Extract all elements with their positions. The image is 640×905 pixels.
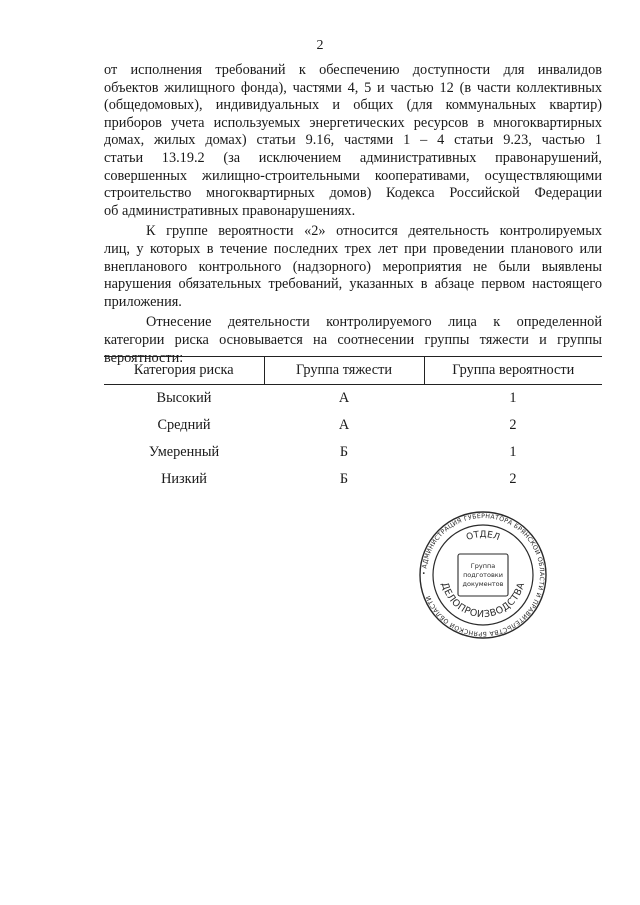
table-row [104, 466, 602, 493]
text-line: К группе вероятности «2» относится деятельность контролируемых [146, 223, 602, 240]
text-line: приборов учета используемых энергетических ресурсов в многоквартирных [104, 114, 602, 131]
paragraph-1 [104, 62, 602, 220]
cell-severity: Б [339, 471, 349, 487]
seal-center-line3: документов [462, 580, 504, 588]
cell-category: Высокий [156, 390, 212, 406]
cell-probability: 2 [509, 471, 517, 487]
text-line: статьи 13.19.2 (за исключением административных правонарушений, [104, 149, 602, 166]
text-line: внепланового контрольного (надзорного) мероприятия не были выявлены [104, 258, 602, 275]
cell-category: Средний [157, 417, 211, 433]
cell-severity: А [338, 417, 350, 433]
table-row [104, 385, 602, 413]
cell-probability: 2 [509, 417, 517, 433]
cell-severity: А [338, 390, 350, 406]
seal-center-line2: подготовки [463, 571, 503, 579]
cell-probability: 1 [509, 390, 517, 406]
column-header-probability: Группа вероятности [424, 357, 602, 385]
seal-dept-title: ОТДЕЛ [465, 530, 501, 544]
risk-category-table [104, 356, 602, 493]
seal-dept-name: ДЕЛОПРОИЗВОДСТВА [438, 581, 528, 621]
column-header-severity: Группа тяжести [264, 357, 424, 385]
paragraph-2 [104, 223, 602, 311]
text-line: объектов жилищного фонда), частями 4, 5 и частью 12 (в части коллективных [104, 79, 602, 96]
text-line: совершенных жилищно-строительными кооперативами, осуществляющими [104, 167, 602, 184]
cell-category: Низкий [161, 471, 207, 487]
text-line: Отнесение деятельности контролируемого лица к определенной [146, 314, 602, 331]
document-body [104, 62, 602, 370]
text-line: от исполнения требований к обеспечению доступности для инвалидов [104, 62, 602, 78]
text-line: нарушения обязательных требований, указанных в абзаце первом настоящего [104, 276, 602, 293]
seal-outer-text: • АДМИНИСТРАЦИЯ ГУБЕРНАТОРА БРЯНСКОЙ ОБЛАСТИ И ПРАВИТЕЛЬСТВА БРЯНСКОЙ ОБЛАСТИ [420, 512, 546, 638]
text-line: (общедомовых), индивидуальных и общих (для коммунальных квартир) [104, 97, 602, 114]
text-line: лиц, у которых в течение последних трех лет при проведении планового или [104, 240, 602, 257]
text-line: приложения. [104, 293, 182, 310]
cell-severity: Б [339, 444, 349, 460]
text-line: категории риска основывается на соотнесении группы тяжести и группы [104, 331, 602, 348]
table-row [104, 412, 602, 439]
text-line: вероятности: [104, 349, 184, 366]
text-line: домах, жилых домах) статьи 9.16, частями 1 – 4 статьи 9.23, частью 1 [104, 132, 602, 149]
cell-probability: 1 [509, 444, 517, 460]
table-header-row [104, 357, 602, 385]
page-number: 2 [316, 38, 324, 53]
official-seal-stamp [418, 510, 548, 640]
text-line: строительство многоквартирных домов) Кодекса Российской Федерации [104, 185, 602, 202]
cell-category: Умеренный [148, 444, 220, 460]
column-header-category: Категория риска [104, 357, 264, 385]
seal-center-line1: Группа [470, 562, 496, 570]
text-line: об административных правонарушениях. [104, 202, 356, 219]
svg-text:ОТДЕЛ [465, 530, 501, 543]
table-row [104, 439, 602, 466]
